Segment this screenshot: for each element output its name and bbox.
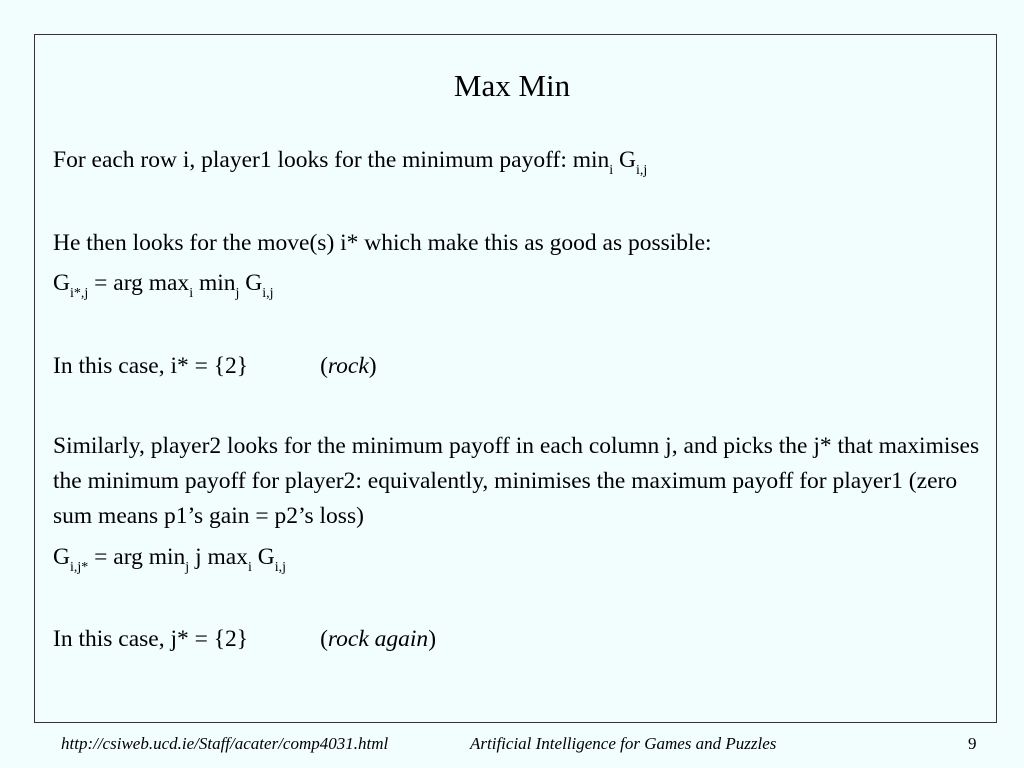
subscript: j — [185, 560, 190, 575]
paren: ( — [320, 626, 328, 652]
formula-text: G — [251, 544, 275, 570]
formula-text: = arg min — [88, 544, 186, 570]
player1-case — [53, 351, 377, 381]
subscript: i,j* — [69, 560, 89, 575]
subscript: i — [247, 560, 252, 575]
row-min-text: For each row i, player1 looks for the minimum payoff: min — [53, 147, 610, 173]
paren: ( — [320, 353, 328, 379]
row-min-statement — [53, 145, 648, 178]
minmax-formula — [53, 542, 286, 575]
paren: ) — [368, 353, 377, 379]
maxmin-formula — [53, 268, 274, 301]
subscript: i — [189, 286, 194, 301]
player2-paragraph: Similarly, player2 looks for the minimum payoff in each column j, and picks the j* that maximises the minimum payoff for player2: equivalently, minimises the maximum payoff for player1 (zero sum means p1’s gain = p2’s loss) — [53, 433, 980, 529]
paren: ) — [428, 626, 437, 652]
formula-text: G — [239, 270, 263, 296]
subscript: i,j — [274, 560, 286, 575]
player2-case — [53, 624, 436, 654]
g-symbol: G — [53, 544, 70, 570]
formula-text: j max — [189, 544, 248, 570]
case-move: rock — [327, 353, 369, 379]
best-move-statement — [53, 228, 712, 258]
subscript: i*,j — [69, 286, 89, 301]
case-text: In this case, i* = {2} — [53, 353, 249, 379]
subscript: j — [235, 286, 240, 301]
subscript: i — [609, 163, 614, 178]
slide-title: Max Min — [453, 68, 571, 103]
page-number: 9 — [968, 734, 977, 753]
case-text: In this case, j* = {2} — [53, 626, 249, 652]
best-move-text: He then looks for the move(s) i* which make this as good as possible: — [53, 230, 712, 256]
formula-text: = arg max — [88, 270, 190, 296]
subscript: i,j — [262, 286, 274, 301]
footer-course-title: Artificial Intelligence for Games and Puzzles — [470, 734, 777, 753]
footer-url-link[interactable]: http://csiweb.ucd.ie/Staff/acater/comp4031.html — [61, 734, 389, 753]
subscript: i,j — [636, 163, 648, 178]
g-symbol: G — [613, 147, 637, 173]
case-move: rock again — [327, 626, 429, 652]
formula-text: min — [193, 270, 236, 296]
g-symbol: G — [53, 270, 70, 296]
